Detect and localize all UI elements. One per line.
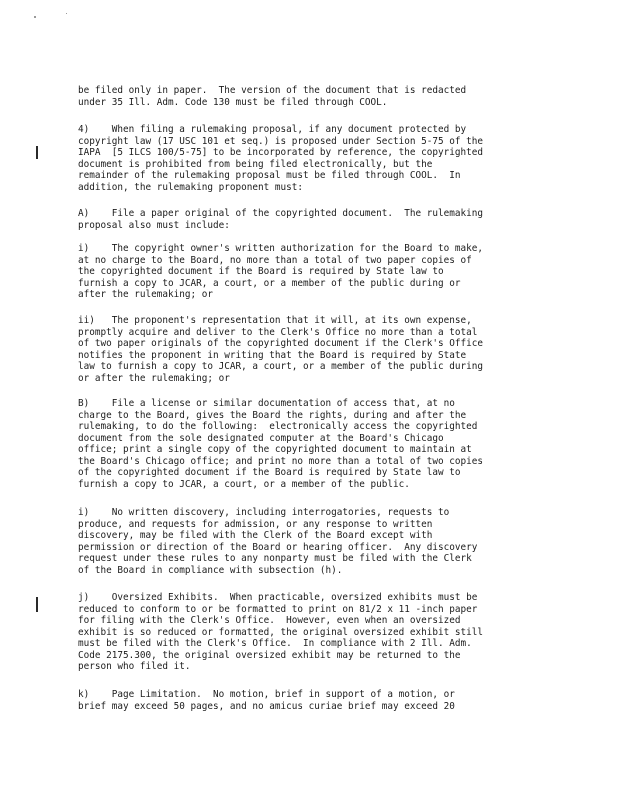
text-line: remainder of the rulemaking proposal must be filed through COOL. In — [78, 170, 461, 182]
paragraph-item-A — [78, 208, 548, 231]
paragraph-item-4 — [78, 124, 548, 193]
text-line: be filed only in paper. The version of the document that is redacted — [78, 85, 467, 96]
text-line: furnish a copy to JCAR, a court, or a member of the public during or — [78, 277, 461, 289]
text-line: document from the sole designated computer at the Board's Chicago — [78, 432, 444, 444]
paragraph-continuation — [78, 85, 548, 108]
text-line: produce, and requests for admission, or any response to written — [78, 518, 433, 530]
text-line: for filing with the Clerk's Office. However, even when an oversized — [78, 615, 461, 627]
text-line: request under these rules to any nonparty must be filed with the Clerk — [78, 553, 472, 565]
text-line: j) Oversized Exhibits. When practicable, oversized exhibits must be — [78, 592, 478, 603]
text-line: reduced to conform to or be formatted to print on 81/2 x 11 -inch paper — [78, 603, 478, 615]
text-line: notifies the proponent in writing that the Board is required by State — [78, 349, 467, 361]
scan-speck — [66, 13, 67, 14]
text-line: brief may exceed 50 pages, and no amicus curiae brief may exceed 20 — [78, 700, 455, 712]
revision-bar — [36, 146, 38, 159]
paragraph-item-k — [78, 689, 548, 712]
text-line: the Board's Chicago office; and print no more than a total of two copies — [78, 455, 484, 467]
text-line: document is prohibited from being filed electronically, but the — [78, 158, 433, 170]
text-line: charge to the Board, gives the Board the rights, during and after the — [78, 409, 467, 421]
text-line: of the copyrighted document if the Board is required by State law to — [78, 467, 461, 479]
text-line: ii) The proponent's representation that it will, at its own expense, — [78, 315, 472, 326]
text-line: office; print a single copy of the copyrighted document to maintain at — [78, 444, 472, 456]
scan-speck — [34, 16, 36, 18]
text-line: addition, the rulemaking proponent must: — [78, 181, 304, 193]
text-line: permission or direction of the Board or hearing officer. Any discovery — [78, 541, 478, 553]
paragraph-item-j — [78, 592, 548, 673]
text-line: rulemaking, to do the following: electronically access the copyrighted — [78, 421, 478, 433]
paragraph-item-i-discovery — [78, 507, 548, 576]
text-line: exhibit is so reduced or formatted, the original oversized exhibit still — [78, 626, 484, 638]
text-line: under 35 Ill. Adm. Code 130 must be filed through COOL. — [78, 96, 388, 108]
text-line: person who filed it. — [78, 661, 191, 673]
text-line: 4) When filing a rulemaking proposal, if any document protected by — [78, 124, 467, 135]
text-line: k) Page Limitation. No motion, brief in support of a motion, or — [78, 689, 455, 700]
text-line: after the rulemaking; or — [78, 289, 214, 301]
text-line: discovery, may be filed with the Clerk of the Board except with — [78, 530, 433, 542]
text-line: furnish a copy to JCAR, a court, or a member of the public. — [78, 478, 410, 490]
text-line: B) File a license or similar documentation of access that, at no — [78, 398, 455, 409]
text-line: copyright law (17 USC 101 et seq.) is proposed under Section 5-75 of the — [78, 135, 484, 147]
revision-bar — [36, 597, 38, 612]
text-line: A) File a paper original of the copyrighted document. The rulemaking — [78, 208, 484, 219]
text-line: of the Board in compliance with subsection (h). — [78, 564, 343, 576]
text-line: of two paper originals of the copyrighted document if the Clerk's Office — [78, 338, 484, 350]
text-line: must be filed with the Clerk's Office. In compliance with 2 Ill. Adm. — [78, 638, 472, 650]
text-line: i) No written discovery, including interrogatories, requests to — [78, 507, 450, 518]
text-line: law to furnish a copy to JCAR, a court, or a member of the public during — [78, 361, 484, 373]
paragraph-item-B — [78, 398, 548, 490]
text-line: proposal also must include: — [78, 219, 230, 231]
paragraph-item-i — [78, 243, 548, 301]
text-line: or after the rulemaking; or — [78, 372, 230, 384]
text-line: at no charge to the Board, no more than a total of two paper copies of — [78, 254, 472, 266]
text-line: IAPA [5 ILCS 100/5-75] to be incorporated by reference, the copyrighted — [78, 147, 484, 159]
text-line: i) The copyright owner's written authorization for the Board to make, — [78, 243, 484, 254]
paragraph-item-ii — [78, 315, 548, 384]
text-line: the copyrighted document if the Board is required by State law to — [78, 266, 444, 278]
text-line: Code 2175.300, the original oversized exhibit may be returned to the — [78, 649, 461, 661]
text-line: promptly acquire and deliver to the Clerk's Office no more than a total — [78, 326, 478, 338]
